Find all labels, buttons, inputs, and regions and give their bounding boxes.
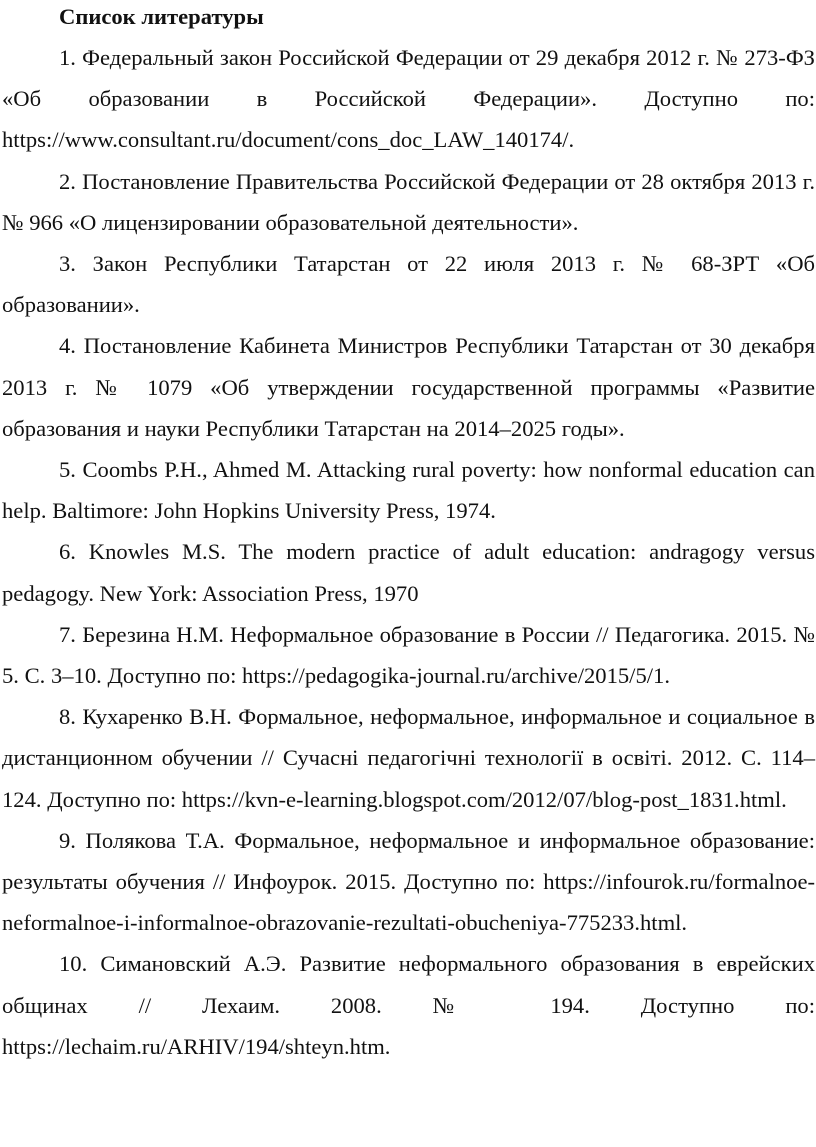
- reference-text: Закон Республики Татарстан от 22 июля 2013 г. № 68-ЗРТ «Об образовании».: [2, 251, 816, 318]
- reference-text: Coombs P.H., Ahmed M. Attacking rural poverty: how nonformal education can help. Baltimore: John Hopkins University Press, 1974.: [2, 457, 815, 524]
- reference-text: Knowles M.S. The modern practice of adult education: andragogy versus pedagogy. New York: Association Press, 1970: [2, 539, 815, 606]
- reference-item: [2, 243, 815, 325]
- reference-text: Полякова Т.А. Формальное, неформальное и информальное образование: результаты обучения // Инфоурок. 2015. Доступно по: https://infourok.ru/formalnoe-neformalnoe-i-informalnoe-obrazovanie-rezultati-obucheniya-775233.html.: [2, 827, 815, 936]
- reference-text: Постановление Кабинета Министров Республики Татарстан от 30 декабря 2013 г. № 1079 «Об утверждении государственной программы «Развитие образования и науки Республики Татарстан на 2014–2025 годы».: [2, 333, 815, 441]
- reference-item: [2, 161, 815, 243]
- reference-number: 2.: [59, 168, 76, 194]
- reference-item: [2, 943, 815, 1067]
- reference-number: 7.: [59, 621, 76, 647]
- reference-number: 5.: [59, 457, 76, 483]
- reference-number: 10.: [59, 951, 88, 977]
- reference-number: 9.: [59, 827, 76, 853]
- reference-item: [2, 325, 815, 449]
- reference-number: 4.: [59, 333, 76, 359]
- reference-item: [2, 820, 815, 944]
- document-page: [2, 0, 815, 1067]
- reference-number: 3.: [59, 251, 76, 277]
- reference-list: [2, 37, 815, 1067]
- reference-number: 8.: [59, 704, 76, 730]
- reference-item: [2, 696, 815, 820]
- reference-text: Постановление Правительства Российской Федерации от 28 октября 2013 г. № 966 «О лицензировании образовательной деятельности».: [2, 168, 815, 235]
- reference-item: [2, 531, 815, 613]
- reference-item: [2, 449, 815, 531]
- reference-item: [2, 614, 815, 696]
- reference-text: Кухаренко В.Н. Формальное, неформальное, информальное и социальное в дистанционном обучении // Сучасні педагогічні технології в освіті. 2012. С. 114–124. Доступно по: https://kvn-e-learning.blogspot.com/2012/07/blog-post_1831.html.: [2, 704, 816, 812]
- reference-number: 6.: [59, 539, 76, 565]
- reference-text: Березина Н.М. Неформальное образование в России // Педагогика. 2015. № 5. С. 3–10. Доступно по: https://pedagogika-journal.ru/archive/2015/5/1.: [2, 621, 816, 689]
- reference-text: Симановский А.Э. Развитие неформального образования в еврейских общинах // Лехаим. 2008. № 194. Доступно по: https://lechaim.ru/ARHIV/194/shteyn.htm.: [2, 951, 815, 1059]
- page-title: Список литературы: [59, 4, 264, 29]
- reference-number: 1.: [59, 45, 76, 70]
- reference-item: [2, 37, 815, 161]
- reference-text: Федеральный закон Российской Федерации от 29 декабря 2012 г. № 273-ФЗ «Об образовании в Российской Федерации». Доступно по: https://www.consultant.ru/document/cons_doc_LAW_140174/.: [2, 45, 815, 153]
